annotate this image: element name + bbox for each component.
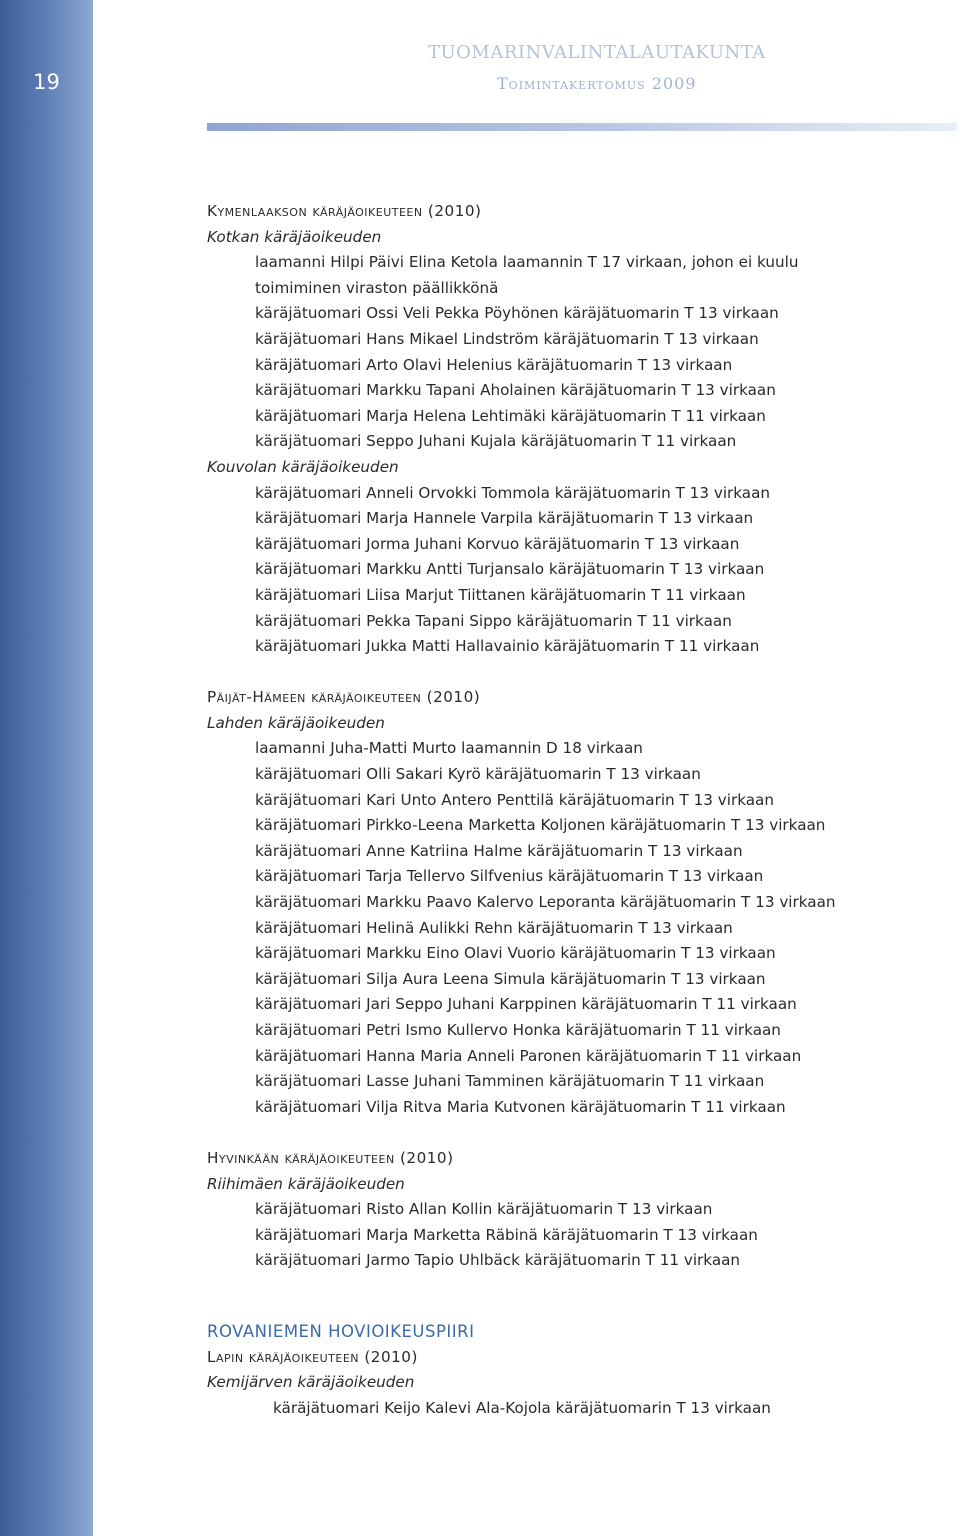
appointment-entry: käräjätuomari Hanna Maria Anneli Paronen käräjätuomarin T 11 virkaan: [255, 1046, 802, 1065]
appointment-entry: käräjätuomari Markku Paavo Kalervo Leporanta käräjätuomarin T 13 virkaan: [255, 893, 836, 912]
section-heading: Kymenlaakson käräjäoikeuteen (2010): [207, 202, 482, 220]
appointment-entry: käräjätuomari Ossi Veli Pekka Pöyhönen käräjätuomarin T 13 virkaan: [255, 304, 779, 323]
appointment-entry: käräjätuomari Marja Marketta Räbinä käräjätuomarin T 13 virkaan: [255, 1225, 758, 1244]
district-heading: ROVANIEMEN HOVIOIKEUSPIIRI: [207, 1321, 475, 1341]
appointment-entry: käräjätuomari Silja Aura Leena Simula käräjätuomarin T 13 virkaan: [255, 969, 766, 988]
appointment-entry: käräjätuomari Markku Antti Turjansalo käräjätuomarin T 13 virkaan: [255, 560, 765, 579]
appointment-entry: käräjätuomari Jorma Juhani Korvuo käräjätuomarin T 13 virkaan: [255, 534, 740, 553]
appointment-entry: käräjätuomari Vilja Ritva Maria Kutvonen käräjätuomarin T 11 virkaan: [255, 1097, 786, 1116]
section-heading: Lapin käräjäoikeuteen (2010): [207, 1347, 418, 1366]
appointment-entry: käräjätuomari Jari Seppo Juhani Karppinen käräjätuomarin T 11 virkaan: [255, 995, 797, 1014]
appointment-entry: laamanni Hilpi Päivi Elina Ketola laamannin T 17 virkaan, johon ei kuulu: [255, 253, 799, 272]
header-title: TUOMARINVALINTALAUTAKUNTA: [428, 42, 766, 63]
appointment-entry: käräjätuomari Seppo Juhani Kujala käräjätuomarin T 11 virkaan: [255, 432, 737, 451]
appointment-entry: käräjätuomari Keijo Kalevi Ala-Kojola käräjätuomarin T 13 virkaan: [273, 1398, 771, 1417]
appointment-entry: käräjätuomari Marja Helena Lehtimäki käräjätuomarin T 11 virkaan: [255, 406, 766, 425]
section-gap: [0, 1274, 960, 1319]
document-body: [0, 199, 960, 1421]
appointment-entry: käräjätuomari Pekka Tapani Sippo käräjätuomarin T 11 virkaan: [255, 611, 732, 630]
appointment-entry: käräjätuomari Markku Eino Olavi Vuorio käräjätuomarin T 13 virkaan: [255, 944, 776, 963]
appointment-entry: käräjätuomari Markku Tapani Aholainen käräjätuomarin T 13 virkaan: [255, 381, 776, 400]
header-subtitle: Toimintakertomus 2009: [497, 74, 697, 93]
court-name: Riihimäen käräjäoikeuden: [207, 1174, 405, 1193]
appointment-entry: käräjätuomari Jarmo Tapio Uhlbäck käräjätuomarin T 11 virkaan: [255, 1251, 741, 1270]
appointment-entry: käräjätuomari Lasse Juhani Tamminen käräjätuomarin T 11 virkaan: [255, 1072, 765, 1091]
section-heading: Päijät-Hämeen käräjäoikeuteen (2010): [207, 688, 481, 707]
appointment-entry: käräjätuomari Helinä Aulikki Rehn käräjätuomarin T 13 virkaan: [255, 918, 733, 937]
header-rule: [207, 123, 957, 131]
court-name: Kemijärven käräjäoikeuden: [207, 1373, 415, 1392]
appointment-entry: käräjätuomari Marja Hannele Varpila käräjätuomarin T 13 virkaan: [255, 509, 754, 528]
section-heading: Hyvinkään käräjäoikeuteen (2010): [207, 1148, 454, 1167]
appointment-entry-continued: toimiminen viraston päällikkönä: [255, 278, 499, 297]
appointment-entry: käräjätuomari Olli Sakari Kyrö käräjätuomarin T 13 virkaan: [255, 765, 701, 784]
appointment-entry: käräjätuomari Liisa Marjut Tiittanen käräjätuomarin T 11 virkaan: [255, 585, 746, 604]
appointment-entry: käräjätuomari Anneli Orvokki Tommola käräjätuomarin T 13 virkaan: [255, 483, 771, 502]
court-name: Kouvolan käräjäoikeuden: [207, 457, 399, 476]
court-name: Lahden käräjäoikeuden: [207, 713, 385, 732]
appointment-entry: käräjätuomari Tarja Tellervo Silfvenius käräjätuomarin T 13 virkaan: [255, 867, 764, 886]
appointment-entry: käräjätuomari Arto Olavi Helenius käräjätuomarin T 13 virkaan: [255, 355, 733, 374]
appointment-entry: laamanni Juha-Matti Murto laamannin D 18 virkaan: [255, 739, 643, 758]
appointment-entry: käräjätuomari Kari Unto Antero Penttilä käräjätuomarin T 13 virkaan: [255, 790, 774, 809]
section-gap: [0, 1120, 960, 1146]
appointment-entry: käräjätuomari Hans Mikael Lindström käräjätuomarin T 13 virkaan: [255, 329, 759, 348]
section-gap: [0, 660, 960, 686]
appointment-entry: käräjätuomari Pirkko-Leena Marketta Koljonen käräjätuomarin T 13 virkaan: [255, 816, 826, 835]
appointment-entry: käräjätuomari Jukka Matti Hallavainio käräjätuomarin T 11 virkaan: [255, 637, 760, 656]
appointment-entry: käräjätuomari Petri Ismo Kullervo Honka käräjätuomarin T 11 virkaan: [255, 1021, 781, 1039]
appointment-entry: käräjätuomari Anne Katriina Halme käräjätuomarin T 13 virkaan: [255, 841, 743, 860]
court-name: Kotkan käräjäoikeuden: [207, 227, 382, 246]
page-number: 19: [33, 70, 60, 94]
appointment-entry: käräjätuomari Risto Allan Kollin käräjätuomarin T 13 virkaan: [255, 1200, 713, 1219]
